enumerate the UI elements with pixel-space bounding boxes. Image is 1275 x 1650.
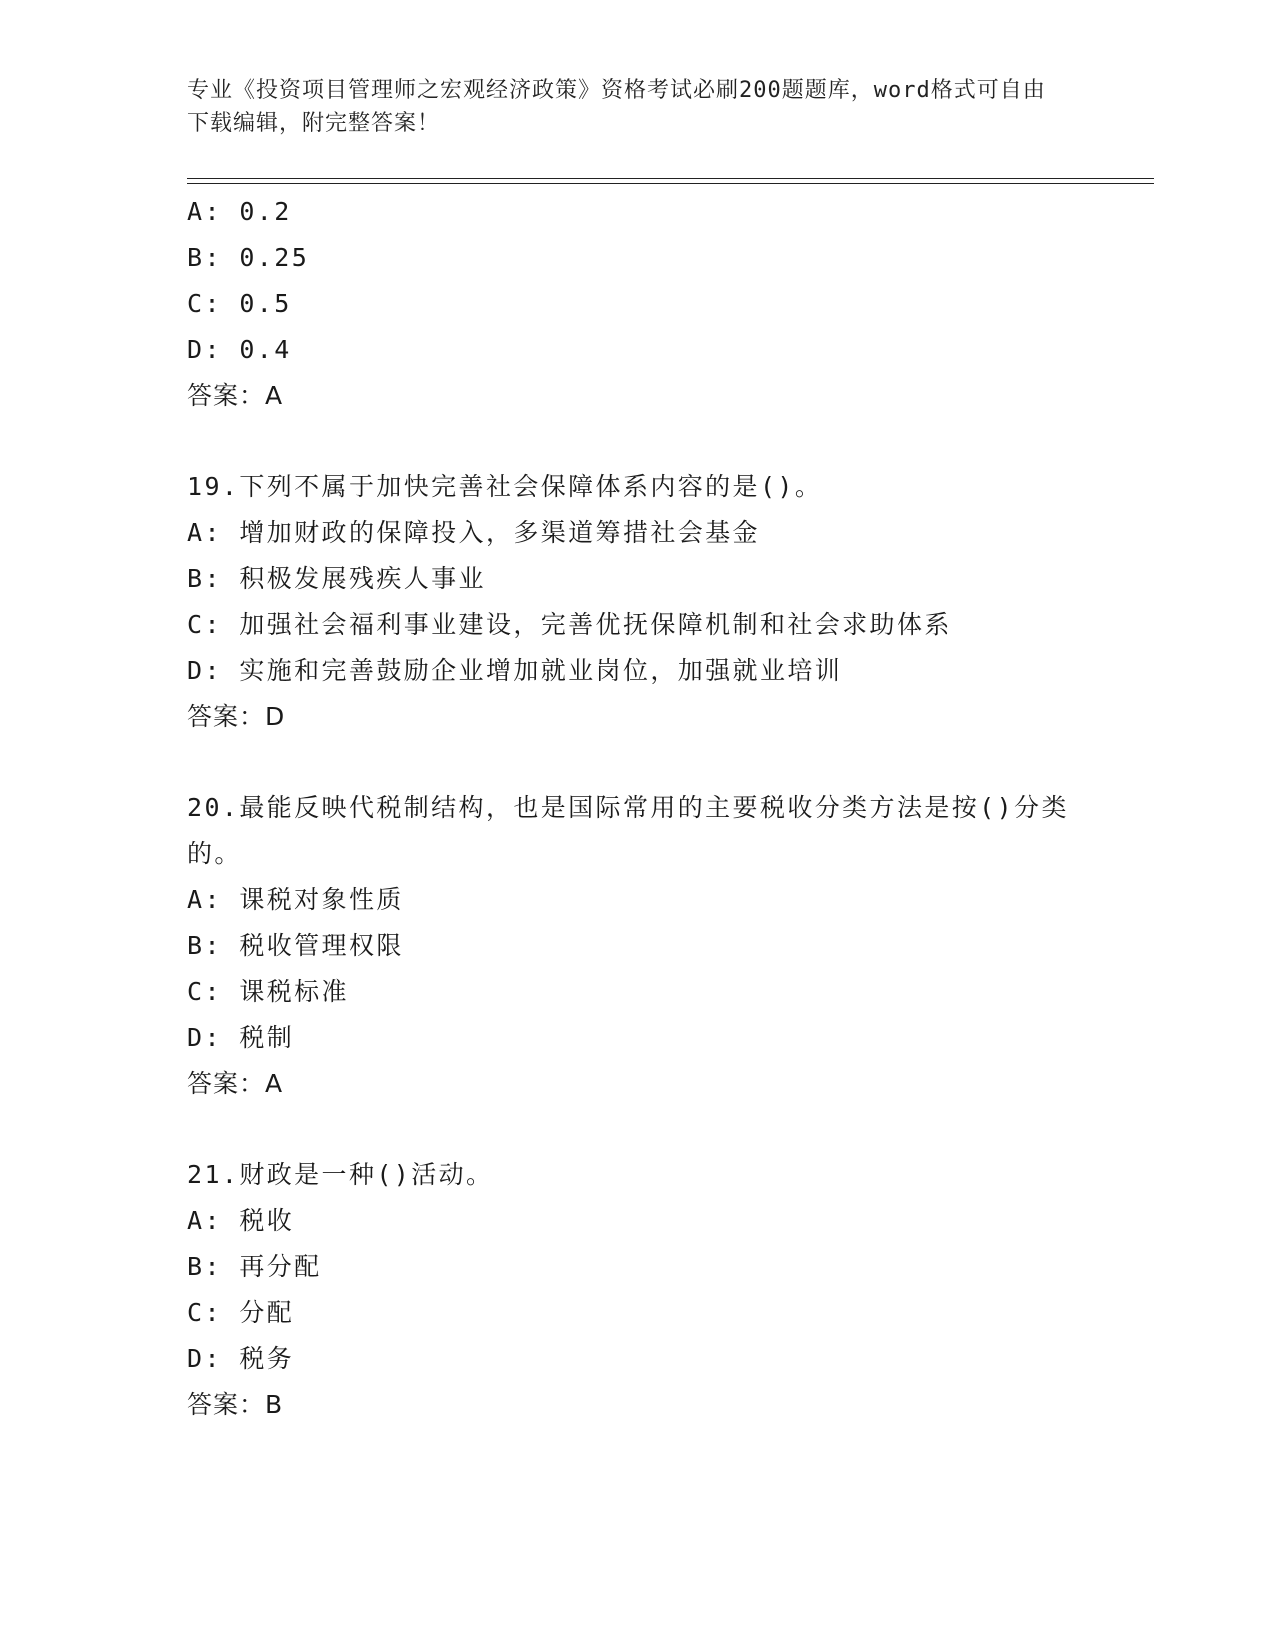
option-a: A: 课税对象性质 — [187, 885, 404, 914]
question-stem: 20.最能反映代税制结构，也是国际常用的主要税收分类方法是按()分类的。 — [187, 793, 1069, 868]
question-stem: 21.财政是一种()活动。 — [187, 1160, 494, 1189]
document-body — [187, 189, 1087, 1428]
option-a: A: 0.2 — [187, 197, 292, 226]
option-c: C: 0.5 — [187, 289, 292, 318]
answer: 答案：D — [187, 702, 286, 731]
answer: 答案：B — [187, 1390, 284, 1419]
option-b: B: 0.25 — [187, 243, 310, 272]
question-stem: 19.下列不属于加快完善社会保障体系内容的是()。 — [187, 472, 823, 501]
option-d: D: 税制 — [187, 1023, 295, 1052]
option-b: B: 积极发展残疾人事业 — [187, 564, 486, 593]
option-a: A: 增加财政的保障投入，多渠道筹措社会基金 — [187, 518, 760, 547]
document-header: 专业《投资项目管理师之宏观经济政策》资格考试必刷200题题库，word格式可自由下载编辑，附完整答案！ — [187, 78, 1046, 136]
option-d: D: 税务 — [187, 1344, 295, 1373]
option-a: A: 税收 — [187, 1206, 295, 1235]
option-d: D: 0.4 — [187, 335, 292, 364]
option-b: B: 再分配 — [187, 1252, 322, 1281]
question-20 — [187, 785, 1087, 1107]
question-19 — [187, 464, 1087, 740]
option-c: C: 加强社会福利事业建设，完善优抚保障机制和社会求助体系 — [187, 610, 952, 639]
option-c: C: 课税标准 — [187, 977, 349, 1006]
header-divider-top — [187, 178, 1154, 179]
question-18-continued — [187, 189, 1087, 419]
option-d: D: 实施和完善鼓励企业增加就业岗位，加强就业培训 — [187, 656, 843, 685]
answer: 答案：A — [187, 381, 284, 410]
question-21 — [187, 1152, 1087, 1428]
header-divider-bottom — [187, 183, 1154, 184]
option-b: B: 税收管理权限 — [187, 931, 404, 960]
option-c: C: 分配 — [187, 1298, 295, 1327]
answer: 答案：A — [187, 1069, 284, 1098]
